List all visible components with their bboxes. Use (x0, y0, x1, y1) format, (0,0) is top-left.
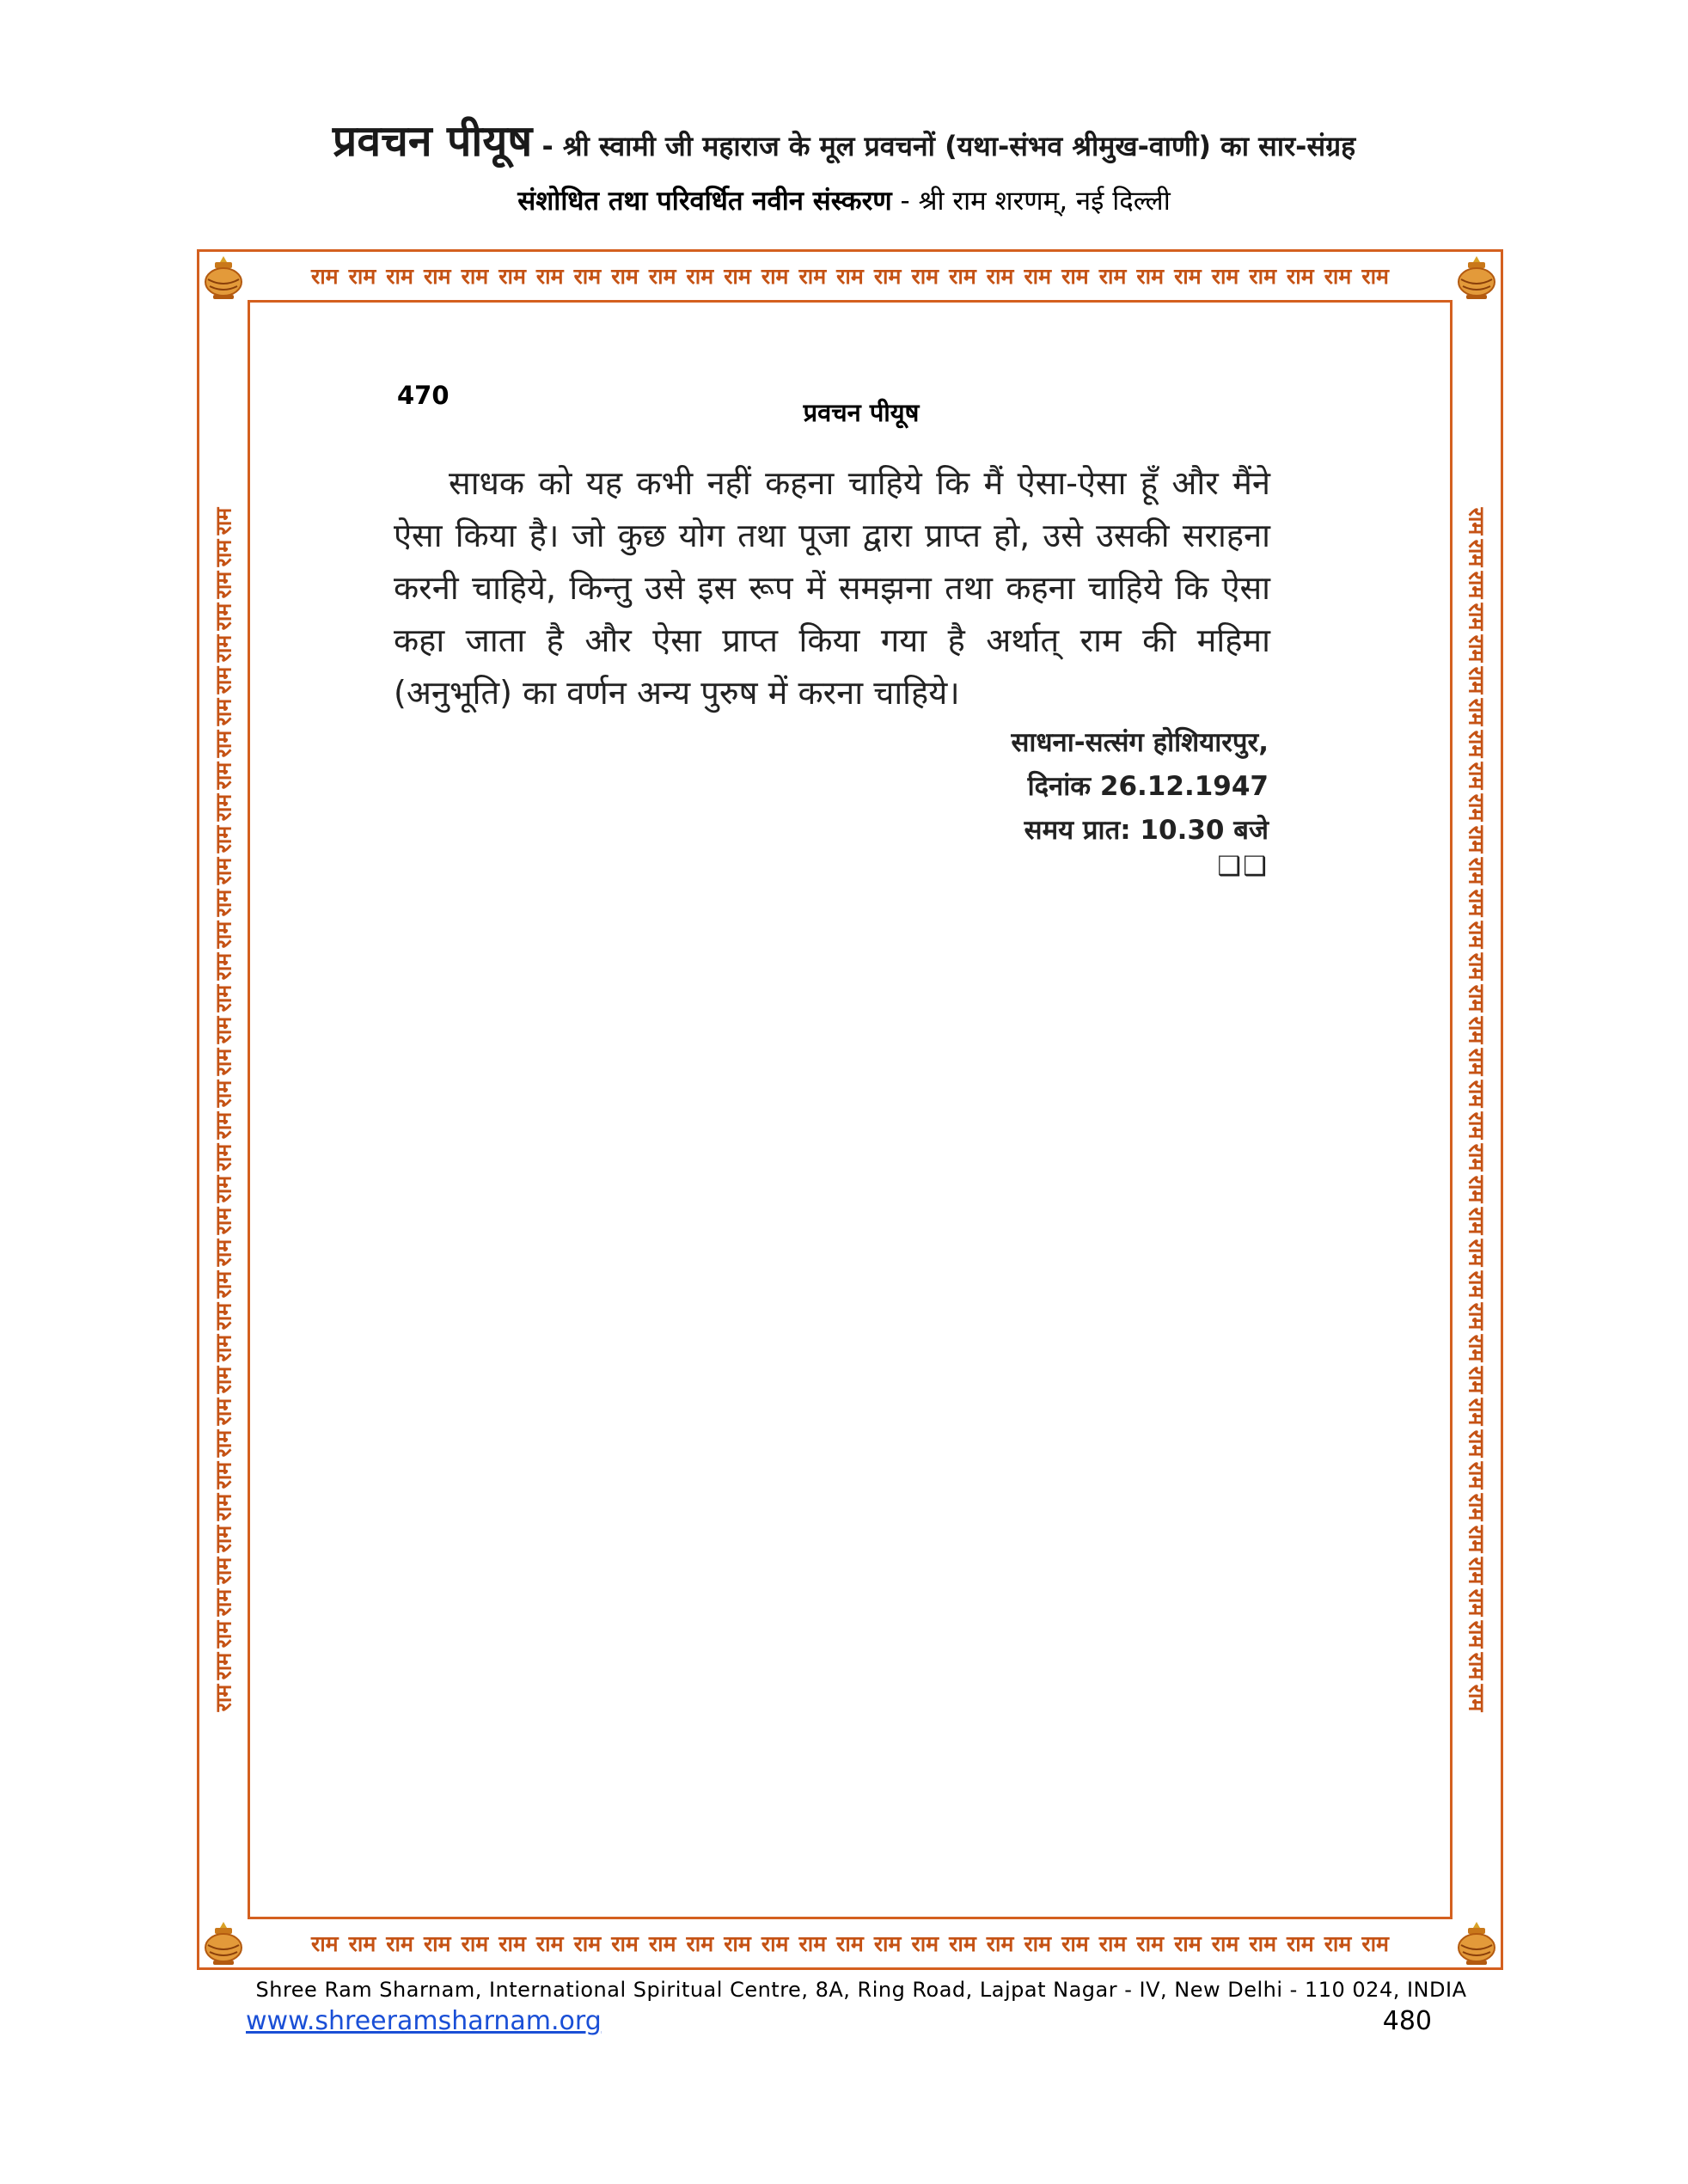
ram-border-word: राम (211, 698, 236, 726)
ram-border-word: राम (211, 1493, 236, 1521)
ram-border-word: राम (348, 264, 376, 289)
ram-border-word: राम (1287, 264, 1314, 289)
title-main: प्रवचन पीयूष (332, 116, 533, 166)
document-title (0, 110, 1688, 168)
ram-border-word: राम (1464, 666, 1489, 694)
ram-border-word: राम (1098, 1931, 1127, 1956)
ram-border-word: राम (211, 793, 236, 822)
ram-border-word: राम (1324, 264, 1352, 289)
ram-border-word: राम (211, 857, 236, 885)
ram-border-word: राम (498, 1931, 526, 1956)
ram-border-word: राम (211, 1302, 236, 1331)
ram-border-word: राम (1464, 1398, 1489, 1426)
discourse-paragraph: साधक को यह कभी नहीं कहना चाहिये कि मैं ऐसा-ऐसा हूँ और मैंने ऐसा किया है। जो कुछ योग तथा पूजा द्वारा प्राप्त हो, उसे उसकी सराहना करनी चाहिये, किन्तु उसे इस रूप में समझना तथा कहना चाहिये कि ऐसा कहा जाता है और ऐसा प्राप्त किया गया है अर्थात् राम की महिमा (अनुभूति) का वर्णन अन्य पुरुष में करना चाहिये। (394, 464, 1270, 712)
ram-border-word: राम (1361, 264, 1390, 289)
ram-border-word: राम (724, 264, 751, 289)
ram-border-word: राम (211, 539, 236, 567)
ram-border-word: राम (1464, 539, 1489, 567)
ram-border-word: राम (911, 264, 939, 289)
ram-border-word: राम (211, 666, 236, 694)
ram-border-bottom (251, 1921, 1449, 1966)
ram-border-word: राम (873, 264, 902, 289)
ram-border-word: राम (211, 1620, 236, 1649)
ram-border-top (251, 254, 1449, 298)
ram-border-word: राम (461, 1931, 489, 1956)
ram-border-word: राम (423, 1931, 451, 1956)
ram-border-word: राम (611, 1931, 639, 1956)
ram-border-word: राम (1464, 1270, 1489, 1299)
ram-border-word: राम (686, 1931, 714, 1956)
ram-border-word: राम (1464, 1239, 1489, 1267)
ram-border-word: राम (211, 1588, 236, 1617)
ram-border-word: राम (211, 1111, 236, 1140)
footer-address: Shree Ram Sharnam, International Spiritual Centre, 8A, Ring Road, Lajpat Nagar - IV, New Delhi - 110 024, INDIA (255, 1978, 1467, 2002)
ram-border-word: राम (1464, 1143, 1489, 1172)
ram-border-word: राम (1464, 571, 1489, 599)
ram-border-word: राम (1098, 264, 1127, 289)
ram-border-right (1454, 303, 1499, 1916)
kalash-icon (201, 1919, 246, 1966)
ram-border-word: राम (535, 1931, 564, 1956)
ram-border-word: राम (211, 507, 236, 535)
ram-border-word: राम (348, 1931, 376, 1956)
ram-border-word: राम (1061, 1931, 1089, 1956)
ram-border-word: राम (386, 1931, 413, 1956)
ram-border-word: राम (211, 1429, 236, 1458)
ram-border-word: राम (1024, 264, 1052, 289)
ram-border-word: राम (386, 264, 413, 289)
ram-border-word: राम (949, 264, 976, 289)
ram-border-word: राम (1464, 1525, 1489, 1553)
ram-border-word: राम (1464, 1111, 1489, 1140)
ram-border-word: राम (1136, 1931, 1165, 1956)
ram-border-word: राम (1464, 1207, 1489, 1235)
ram-border-word: राम (798, 264, 827, 289)
kalash-icon (1454, 254, 1499, 300)
book-page-number: 470 (397, 381, 450, 410)
ram-border-word: राम (1464, 889, 1489, 917)
ram-border-word: राम (1464, 730, 1489, 758)
ram-border-word: राम (1464, 1334, 1489, 1362)
ram-border-word: राम (211, 1175, 236, 1203)
ram-border-word: राम (1464, 603, 1489, 631)
ram-border-word: राम (310, 1931, 339, 1956)
end-mark: ❑❑ (1217, 851, 1269, 882)
ram-border-word: राम (1464, 825, 1489, 853)
ram-border-word: राम (1464, 1620, 1489, 1649)
ram-border-word: राम (911, 1931, 939, 1956)
ram-border-word: राम (724, 1931, 751, 1956)
signature-time: समय प्रात: 10.30 बजे (1024, 815, 1269, 846)
ram-border-word: राम (1464, 1016, 1489, 1044)
ram-border-left (201, 303, 246, 1916)
ram-border-word: राम (1464, 634, 1489, 663)
subtitle-edition: संशोधित तथा परिवर्धित नवीन संस्करण (517, 186, 892, 217)
ram-border-word: राम (211, 1652, 236, 1680)
ram-border-word: राम (1324, 1931, 1352, 1956)
ram-border-word: राम (535, 264, 564, 289)
ram-border-word: राम (1061, 264, 1089, 289)
ram-border-word: राम (211, 603, 236, 631)
ram-border-word: राम (1464, 698, 1489, 726)
ram-border-word: राम (986, 1931, 1014, 1956)
ram-border-word: राम (761, 1931, 789, 1956)
ram-border-word: राम (310, 264, 339, 289)
ram-border-word: राम (611, 264, 639, 289)
kalash-icon (1454, 1919, 1499, 1966)
ram-border-word: राम (423, 264, 451, 289)
ram-border-word: राम (211, 1334, 236, 1362)
ram-border-word: राम (211, 1048, 236, 1076)
book-page-heading: प्रवचन पीयूष (803, 398, 920, 427)
ram-border-word: राम (1464, 1461, 1489, 1490)
ram-border-word: राम (1249, 264, 1277, 289)
title-description: - श्री स्वामी जी महाराज के मूल प्रवचनों (यथा-संभव श्रीमुख-वाणी) का सार-संग्रह (532, 130, 1356, 162)
discourse-text (394, 457, 1270, 719)
ram-border-word: राम (1464, 1302, 1489, 1331)
ram-border-word: राम (1464, 1588, 1489, 1617)
ram-border-word: राम (986, 264, 1014, 289)
ram-border-word: राम (211, 1270, 236, 1299)
ram-border-word: राम (211, 571, 236, 599)
ram-border-word: राम (1287, 1931, 1314, 1956)
ram-border-word: राम (211, 825, 236, 853)
kalash-icon (201, 254, 246, 300)
ram-border-word: राम (211, 1398, 236, 1426)
ram-border-word: राम (761, 264, 789, 289)
ram-border-word: राम (1361, 1931, 1390, 1956)
ram-border-word: राम (211, 1366, 236, 1394)
ram-border-word: राम (1464, 857, 1489, 885)
ram-border-word: राम (1464, 1652, 1489, 1680)
ram-border-word: राम (1464, 921, 1489, 949)
ram-border-word: राम (1464, 1366, 1489, 1394)
ram-border-word: राम (211, 921, 236, 949)
ram-border-word: राम (1464, 793, 1489, 822)
ram-border-word: राम (1464, 1048, 1489, 1076)
website-link[interactable]: www.shreeramsharnam.org (246, 2006, 602, 2036)
ram-border-word: राम (1464, 507, 1489, 535)
ram-border-word: राम (686, 264, 714, 289)
ram-border-word: राम (211, 1461, 236, 1490)
ram-border-word: राम (211, 1684, 236, 1712)
ram-border-word: राम (1136, 264, 1165, 289)
ram-border-word: राम (1464, 1175, 1489, 1203)
ram-border-word: राम (1249, 1931, 1277, 1956)
ram-border-word: राम (798, 1931, 827, 1956)
ram-border-word: राम (211, 1239, 236, 1267)
ram-border-word: राम (211, 1207, 236, 1235)
document-subtitle (0, 182, 1688, 218)
subtitle-publisher: - श्री राम शरणम्, नई दिल्ली (891, 186, 1171, 217)
ram-border-word: राम (949, 1931, 976, 1956)
ram-border-word: राम (498, 264, 526, 289)
ram-border-word: राम (1464, 984, 1489, 1012)
ram-border-word: राम (648, 264, 676, 289)
ram-border-word: राम (873, 1931, 902, 1956)
ram-border-word: राम (211, 634, 236, 663)
ram-border-word: राम (211, 984, 236, 1012)
ram-border-word: राम (211, 1525, 236, 1553)
ram-border-word: राम (211, 730, 236, 758)
ram-border-word: राम (1464, 1684, 1489, 1712)
ram-border-word: राम (211, 762, 236, 790)
ram-border-word: राम (1211, 264, 1239, 289)
ram-border-word: राम (1211, 1931, 1239, 1956)
ram-border-word: राम (211, 1016, 236, 1044)
ram-border-word: राम (1464, 1429, 1489, 1458)
ram-border-word: राम (836, 264, 864, 289)
ram-border-word: राम (648, 1931, 676, 1956)
ram-border-word: राम (1464, 1493, 1489, 1521)
ram-border-word: राम (1464, 762, 1489, 790)
ram-border-word: राम (211, 1080, 236, 1108)
ram-border-word: राम (211, 952, 236, 981)
ram-border-word: राम (1464, 1557, 1489, 1585)
ram-border-word: राम (211, 1143, 236, 1172)
ram-border-word: राम (573, 1931, 602, 1956)
ram-border-word: राम (1174, 264, 1202, 289)
ram-border-word: राम (1174, 1931, 1202, 1956)
ram-border-word: राम (1024, 1931, 1052, 1956)
pdf-page-number: 480 (1382, 2006, 1432, 2036)
ram-border-word: राम (211, 1557, 236, 1585)
ram-border-word: राम (211, 889, 236, 917)
signature-place: साधना-सत्संग होशियारपुर, (1011, 727, 1269, 758)
signature-date: दिनांक 26.12.1947 (1027, 771, 1269, 802)
ram-border-word: राम (1464, 1080, 1489, 1108)
ram-border-word: राम (573, 264, 602, 289)
ram-border-word: राम (1464, 952, 1489, 981)
ram-border-word: राम (836, 1931, 864, 1956)
ram-border-word: राम (461, 264, 489, 289)
